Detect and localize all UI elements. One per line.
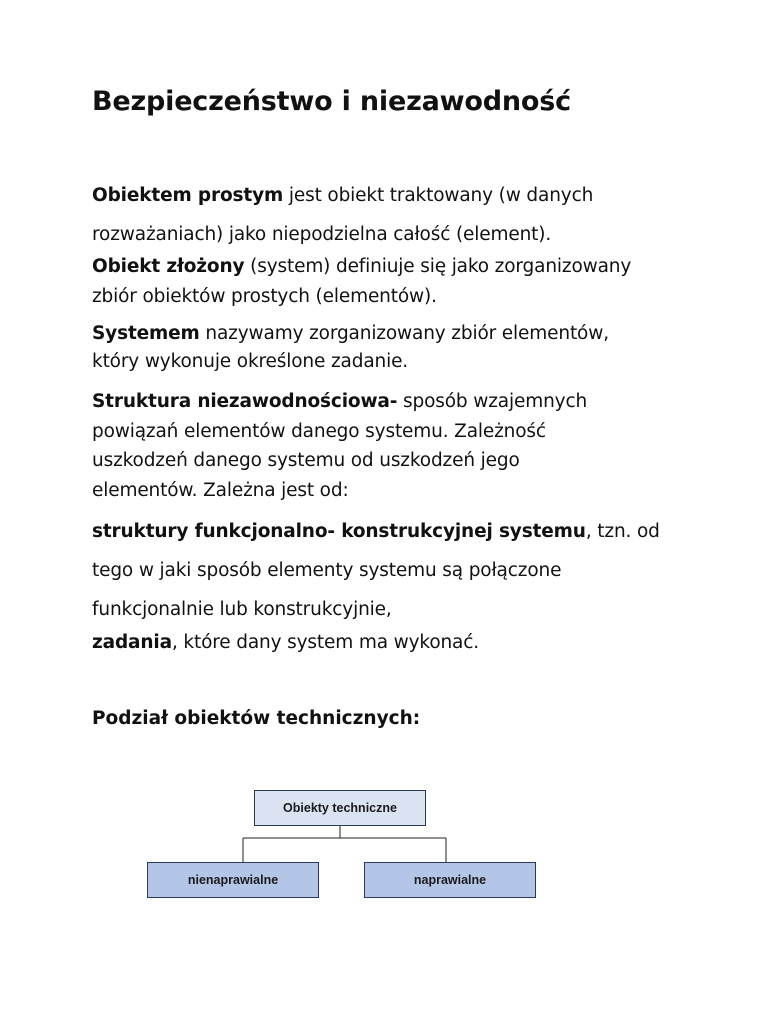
bold-term: Struktura niezawodnościowa-	[92, 391, 398, 412]
paragraph-line: uszkodzeń danego systemu od uszkodzeń jego	[92, 450, 520, 471]
paragraph-text: , tzn. od	[585, 521, 660, 542]
page-title: Bezpieczeństwo i niezawodność	[92, 86, 571, 117]
paragraph-line: rozważaniach) jako niepodzielna całość (element).	[92, 224, 552, 245]
bold-term: Obiektem prostym	[92, 185, 284, 206]
paragraph-line: powiązań elementów danego systemu. Zależność	[92, 420, 546, 442]
paragraph-line: elementów. Zależna jest od:	[92, 479, 349, 501]
paragraph-line: tego w jaki sposób elementy systemu są połączone	[92, 560, 562, 581]
paragraph-line: funkcjonalnie lub konstrukcyjnie,	[92, 599, 392, 620]
diagram-node-nienaprawialne: nienaprawialne	[147, 862, 319, 898]
bold-term: zadania	[92, 632, 172, 653]
bold-term: struktury funkcjonalno- konstrukcyjnej systemu	[92, 521, 586, 542]
paragraph-text: jest obiekt traktowany (w danych	[283, 185, 594, 206]
paragraph-text: nazywamy zorganizowany zbiór elementów,	[199, 323, 609, 344]
paragraph-line: zbiór obiektów prostych (elementów).	[92, 286, 437, 307]
paragraph-line: który wykonuje określone zadanie.	[92, 351, 409, 372]
bold-term: Systemem	[92, 323, 200, 344]
diagram-node-root: Obiekty techniczne	[254, 790, 426, 826]
paragraph-text: sposób wzajemnych	[397, 391, 588, 412]
bold-term: Obiekt złożony	[92, 256, 245, 277]
paragraph-text: , które dany system ma wykonać.	[171, 632, 479, 653]
diagram-node-naprawialne: naprawialne	[364, 862, 536, 898]
section-heading: Podział obiektów technicznych:	[92, 708, 421, 729]
paragraph-text: (system) definiuje się jako zorganizowany	[244, 256, 632, 277]
